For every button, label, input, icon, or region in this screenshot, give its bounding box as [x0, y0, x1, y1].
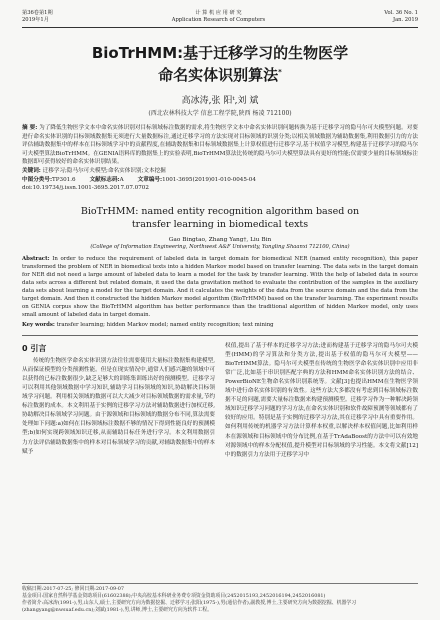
header-left [22, 10, 53, 24]
affiliation: (西北农林科技大学 信息工程学院,陕西 杨凌 712100) [148, 110, 292, 117]
en-title-line-2: transfer learning in biomedical texts [131, 218, 309, 230]
footnote-area [22, 583, 418, 614]
abstract-cn-text: 为了降低生物医学文本中命名实体识别对目标领域标注数据的需求,将生物医学文本中命名实体识别问题转换为基于迁移学习的隐马尔可夫模型问题。对要进行命名实体识别的目标领域数据集无须进行大量数据标注,通过迁移学习的方法实现对目标领域的识别分类;以相关领域数据为辅助数据集,利用数据引力的方法评估辅助数据集中的样本在目标领域学习中的贡献程度,在辅助数据集和目标领域数据集上计算权值进行迁移学习,基于权值学习模型,构建基于迁移学习的隐马尔可夫模型算法BioTrHMM。在GENIA语料库的数据集上的实验表明,BioTrHMM算法比传统的隐马尔可夫模型算法具有更好的性能;仅需要少量的目标领域标注数据即可获得较好的命名实体识别结果。 [22, 125, 419, 166]
footnote-bio: 作者简介:高冰涛(1991-),男,山东人,硕士,主要研究方向为数据挖掘、迁移学习;张阳(1975-),男(通信作者),副教授,博士,主要研究方向为数据挖掘、机器学习(zhangyang@nwsuaf.edu.cn);刘斌(1981-),男,讲师,博士,主要研究方向为软件工程。 [22, 600, 357, 613]
article-number: 文章编号:1001-3695(2019)01-010-0045-04 [137, 176, 256, 183]
journal-name-en: Application Research of Computers [171, 17, 266, 23]
keywords-cn-text: 迁移学习;隐马尔可夫模型;命名实体识别;文本挖掘 [42, 167, 166, 174]
english-title [22, 205, 418, 231]
abstract-en-label: Abstract: [22, 255, 50, 262]
abstract-cn-label: 摘 要: [22, 125, 38, 131]
header-rule [22, 27, 418, 28]
keywords-en [22, 321, 418, 329]
running-header [22, 10, 418, 24]
keywords-cn-label: 关键词: [22, 167, 41, 174]
body-text-left: 传统的生物医学命名实体识别方法往往需要使用大量标注数据集构建模型,从而保证模型的分类预测性能。但是在现实情况中,通常人们感兴趣的领域中可以获得的已标注数据很少,缺乏足够大的训练集训练出好的预测模型。迁移学习可以利用其他领域数据中学习知识,辅助学习目标领域的知识,协助解决目标领域学习问题。利用相关领域的数据可以大大减少对目标领域数据的需求量,节约标注数据的成本。本文利用基于实例的迁移学习方法对辅助数据进行加权迁移,协助解决目标领域学习问题。由于源领域和目标领域的数据分布不同,算法需要处理如下问题:a)如何在目标领域标注数据不够的情况下得到性能良好的预测模型;b)如何实现跨领域知识迁移,从而辅助目标任务进行学习。本文利用数据引力方法评估辅助数据集中的样本对目标领域学习的贡献,对辅助数据集中的样本赋予 [22, 357, 215, 455]
classification-row [22, 176, 418, 185]
clc-code: 中图分类号:TP301.6 [22, 176, 76, 183]
footnote-received: 收稿日期:2017-07-25; 修回日期:2017-09-07 [22, 586, 125, 592]
section-heading: 0 引言 [22, 343, 47, 353]
keywords-en-text: transfer learning; hidden Markov model; named entity recognition; text mining [56, 321, 274, 328]
abstract-en-text: In order to reduce the requirement of labeled data in target domain for biomedical NER (named entity recognition), this paper transformed the problem of NER in biomedical texts into a hidden Markov model based on transfer learning. The data sets in the target domain for NER did not need a large amount of labeled data to learn a model for the task by transfer learning. With the help of labeled data in source data sets across a different but related domain, it used the data gravitation method to evaluate the contribution of the samples in the auxiliary data sets about learning a model for the target domain. And it calculates the weights of the data from the source domain and the data from the target domain. And then it constructed the hidden Markov model algorithm (BioTrHMM) based on the transfer learning. The experiment results on GENIA corpus show the BioTrHMM algorithm has better performance than the traditional algorithm of hidden Markov model, only uses small amount of labeled data in target domain. [22, 255, 418, 319]
document-code: 文献标志码:A [89, 176, 124, 183]
journal-volume: 第36卷第1期 [22, 10, 53, 16]
body-column-right [225, 342, 418, 460]
body-text-right: 权值,提出了基于样本的迁移学习方法;进而构建基于迁移学习的隐马尔可夫模型(HMM)的学习算法和分类方法,提出基于权值的隐马尔可夫模型——BioTrHMM算法。隐马尔可夫模型在传统的生物医学命名实体识别中应用非常广泛,比如基于串识别匹配字典的方法和HMM命名实体识别方法的结合、PowerBioNE生物命名实体识别系统等。文献[3]也提出HMM在生物医学领域中进行命名实体识别的有效性。这些方法大多都没有考虑到目标领域标注数据不足的问题,需要大量标注数据来构建预测模型。迁移学习作为一种解决跨领域知识迁移学习问题的学习方法,在命名实体识别和软件故障预测等领域都有了较好的应用。特别是基于实例的迁移学习方法,其在迁移学习中具有重要作用。如何利用传统的机器学习方法计算样本权重,以解决样本权值问题,比如利用样本在源领域和目标领域中的分布比例,在基于TrAdaBoost的方法中可以有效地对源领域中的样本分配权值,提升模型对目标领域的学习性能。本文将文献[12]中的数据引力方法用于迁移学习中 [225, 342, 418, 458]
english-affiliation: (College of Information Engineering, Northwest A&F University, Yangling Shaanxi 712100, China) [90, 243, 350, 250]
title-line-2: 命名实体识别算法* [158, 66, 282, 84]
paper-title [22, 44, 418, 85]
abstract-divider [22, 335, 418, 336]
header-right [384, 10, 418, 24]
author-list: 高冰涛,张 阳ᵗ,刘 斌 [181, 96, 259, 106]
journal-volume-en: Vol. 36 No. 1 [384, 10, 418, 16]
journal-date-en: Jan. 2019 [392, 17, 418, 23]
abstract-en [22, 255, 418, 320]
doi-line: doi:10.19734/j.issn.1001-3695.2017.07.0702 [22, 185, 149, 192]
keywords-en-label: Key words: [22, 321, 55, 328]
en-title-line-1: BioTrHMM: named entity recognition algorithm based on [80, 205, 360, 217]
body-columns [22, 342, 418, 460]
abstract-cn [22, 124, 418, 167]
footnote-fund: 基金项目:国家自然科学基金资助项目(61602388);中央高校基本科研业务费专项资金资助项目(2452015193,2452016194,2452016081) [22, 593, 326, 599]
english-authors: Gao Bingtao, Zhang Yang†, Liu Bin [168, 236, 272, 243]
journal-name-cn: 计 算 机 应 用 研 究 [195, 10, 242, 16]
keywords-cn [22, 167, 418, 176]
header-center [172, 10, 265, 24]
title-line-1: BioTrHMM:基于迁移学习的生物医学 [91, 44, 349, 62]
paper-page [22, 10, 418, 460]
journal-date: 2019年1月 [22, 17, 49, 23]
title-footnote-mark: * [278, 68, 282, 76]
body-column-left [22, 342, 215, 460]
